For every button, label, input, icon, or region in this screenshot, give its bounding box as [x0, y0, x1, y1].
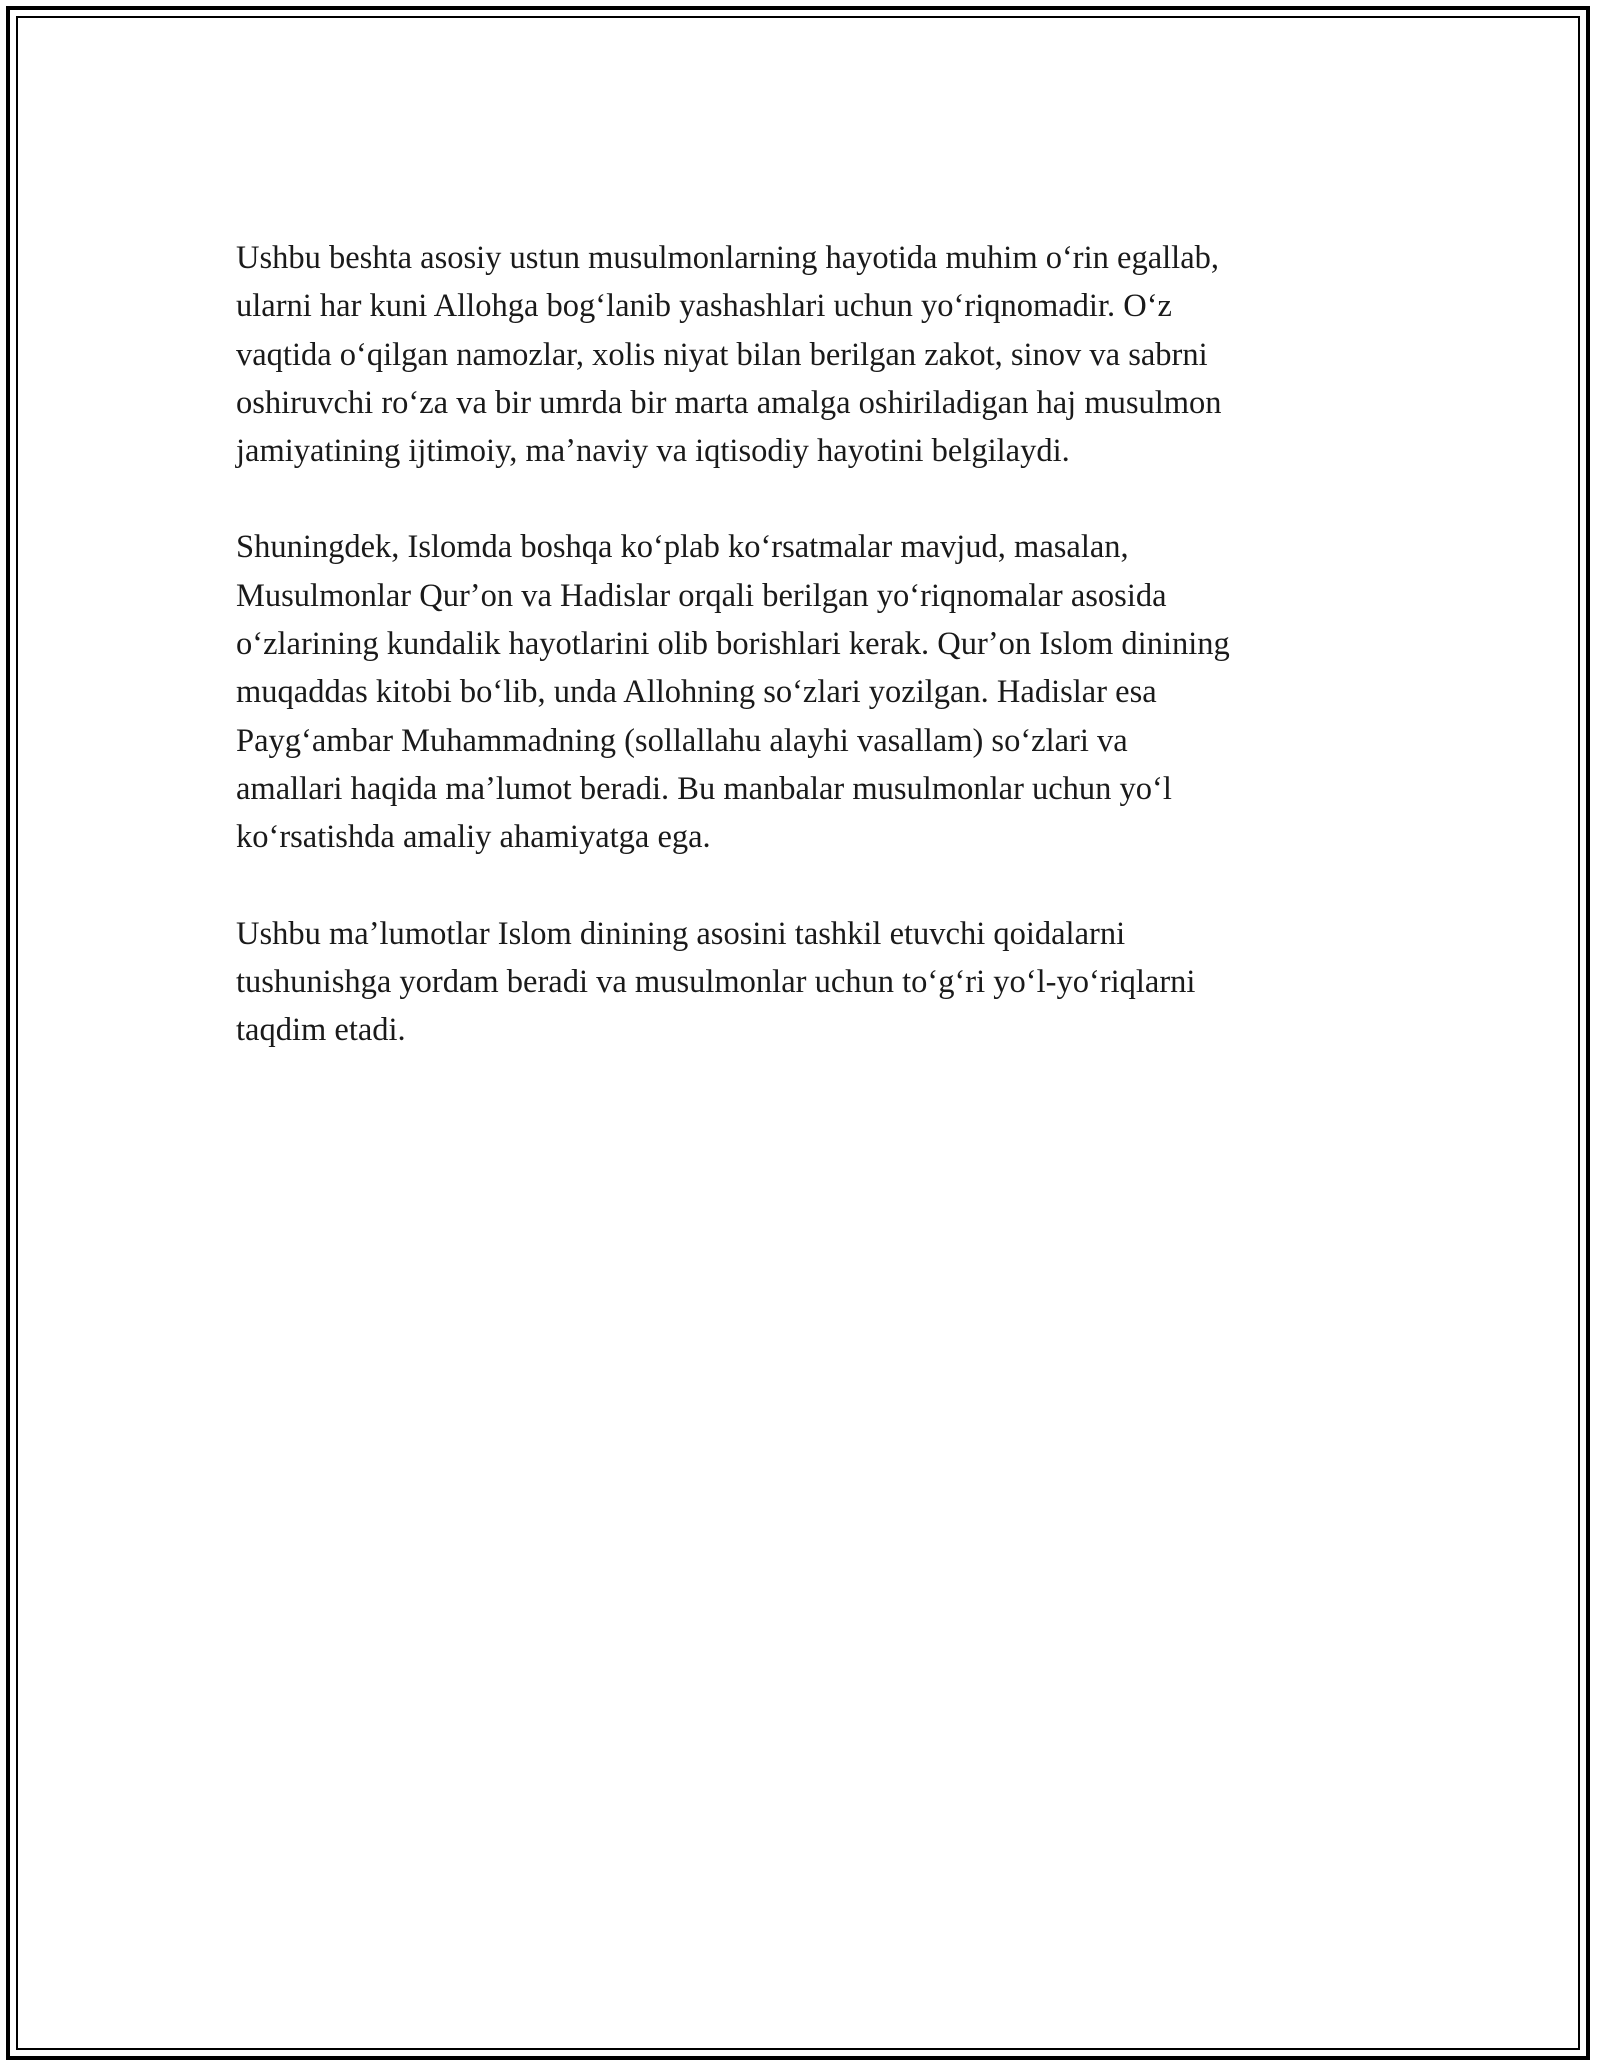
paragraph-quran-hadith: Shuningdek, Islomda boshqa koʻplab koʻrsatmalar mavjud, masalan, Musulmonlar Qurʼon va Hadislar orqali berilgan yoʻriqnomalar asosida oʻzlarining kundalik hayotlarini olib borishlari kerak. Qurʼon Islom dinining muqaddas kitobi boʻlib, unda Allohning soʻzlari yozilgan. Hadislar esa Paygʻambar Muhammadning (sollallahu alayhi vasallam) soʻzlari va amallari haqida maʼlumot beradi. Bu manbalar musulmonlar uchun yoʻl koʻrsatishda amaliy ahamiyatga ega.: [236, 529, 1230, 856]
paragraph-conclusion: Ushbu maʼlumotlar Islom dinining asosini tashkil etuvchi qoidalarni tushunishga yordam beradi va musulmonlar uchun toʻgʻri yoʻl-yoʻriqlarni taqdim etadi.: [236, 915, 1196, 1049]
paragraph-pillars: Ushbu beshta asosiy ustun musulmonlarning hayotida muhim oʻrin egallab, ularni har kuni Allohga bogʻlanib yashashlari uchun yoʻriqnomadir. Oʻz vaqtida oʻqilgan namozlar, xolis niyat bilan berilgan zakot, sinov va sabrni oshiruvchi roʻza va bir umrda bir marta amalga oshiriladigan haj musulmon jamiyatining ijtimoiy, maʼnaviy va iqtisodiy hayotini belgilaydi.: [236, 240, 1222, 470]
document-body: [236, 234, 1376, 1102]
